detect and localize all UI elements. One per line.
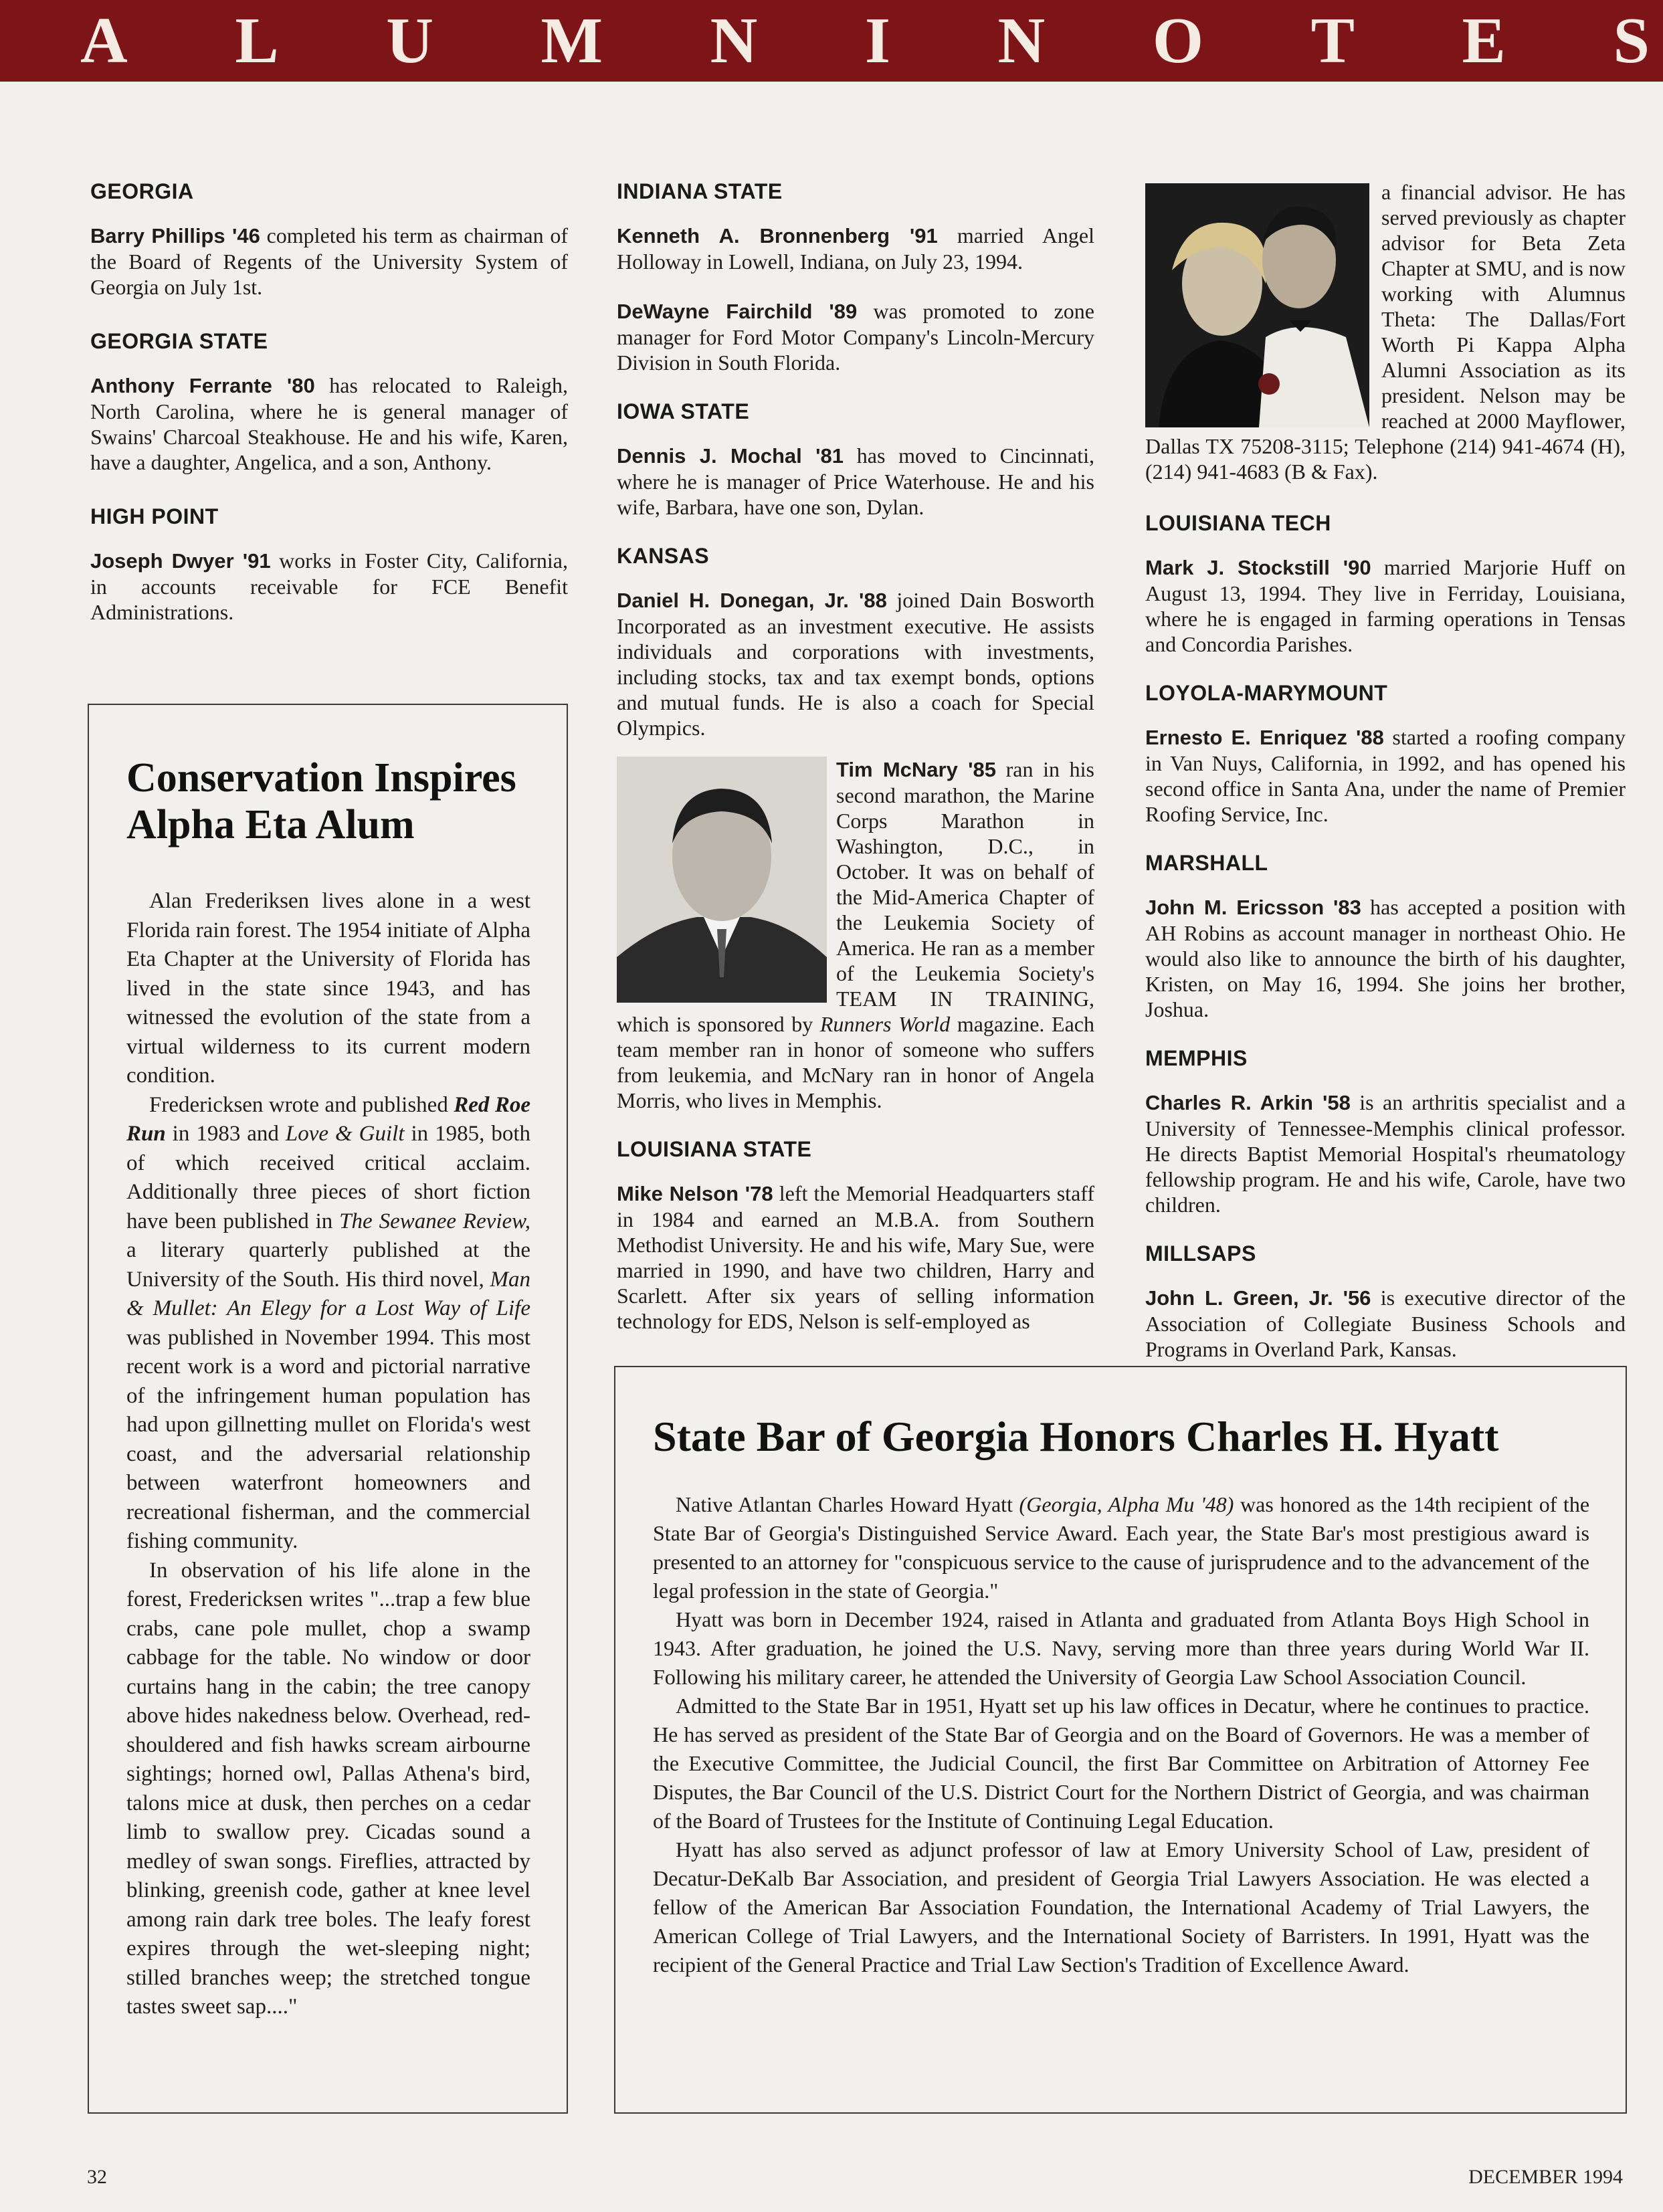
section-heading-louisiana-tech: LOUISIANA TECH — [1145, 511, 1331, 535]
note-joseph-dwyer: Joseph Dwyer '91 works in Foster City, California, in accounts receivable for FCE Benefit Administrations. — [90, 548, 569, 624]
page-number: 32 — [87, 2166, 107, 2188]
note-mike-nelson-continued: a financial advisor. He has served previously as chapter advisor for Beta Zeta Chapter at SMU, and is now working with Alumnus Theta: The Dallas/Fort Worth Pi Kappa Alpha Alumni Association as its president. Nelson may be reached at 2000 Mayflower, Dallas TX 75208-3115; Telephone (214) 941-4674 (H), (214) 941-4683 (B & Fax). — [1145, 180, 1626, 484]
note-daniel-donegan: Daniel H. Donegan, Jr. '88 joined Dain Bosworth Incorporated as an investment executive. He assists individuals and corporations with investments, including stocks, tax and tax exempt bonds, options and mutual funds. He is also a coach for Special Olympics. — [617, 588, 1094, 740]
conservation-paragraph: Fredericksen wrote and published Red Roe Run in 1983 and Love & Guilt in 1985, both of which received critical acclaim. Additionally three pieces of short fiction have been published in The Sewanee Review, a literary quarterly published at the University of the South. His third novel, Man & Mullet: An Elegy for a Lost Way of Life was published in November 1994. This most recent work is a word and pictorial narrative of the infringement human population has had upon gillnetting mullet on Florida's west coast, and the adversarial relationship between waterfront homeowners and recreational fisherman, and the commercial fishing community. — [126, 1092, 530, 1553]
banner-letter: S — [1613, 5, 1650, 77]
banner-letter: I — [864, 5, 891, 77]
issue-date: DECEMBER 1994 — [1468, 2166, 1623, 2188]
section-heading-marshall: MARSHALL — [1145, 851, 1268, 875]
banner-letter: U — [386, 5, 433, 77]
note-barry-phillips: Barry Phillips '46 completed his term as chairman of the Board of Regents of the University System of Georgia on July 1st. — [90, 223, 568, 299]
conservation-article-title: Conservation Inspires Alpha Eta Alum — [126, 755, 516, 847]
note-charles-arkin: Charles R. Arkin '58 is an arthritis specialist and a University of Tennessee-Memphis clinical professor. He directs Baptist Memorial Hospital's rheumatology fellowship program. He and his wife, Carole, have two children. — [1145, 1090, 1626, 1217]
hyatt-paragraph: Native Atlantan Charles Howard Hyatt (Georgia, Alpha Mu '48) was honored as the 14th recipient of the State Bar of Georgia's Distinguished Service Award. Each year, the State Bar's most prestigious award is presented to an attorney for "conspicuous service to the cause of jurisprudence and to the advancement of the legal profession in the state of Georgia." — [653, 1492, 1590, 1603]
hyatt-paragraph: Admitted to the State Bar in 1951, Hyatt set up his law offices in Decatur, where he continues to practice. He has served as president of the State Bar of Georgia and on the Board of Governors. He was a member of the Executive Committee, the Judicial Council, the first Bar Committee on Arbitration of Attorney Fee Disputes, the Bar Council of the U.S. District Court for the Northern District of Georgia, and was chairman of the Board of Trustees for the Institute of Continuing Legal Education. — [653, 1694, 1589, 1833]
banner-title — [80, 0, 1650, 82]
banner-letter: E — [1462, 5, 1506, 77]
section-heading-memphis: MEMPHIS — [1145, 1046, 1248, 1070]
hyatt-article-box — [614, 1366, 1627, 2114]
note-tim-mcnary: Tim McNary '85 ran in his second marathon, the Marine Corps Marathon in Washington, D.C., in October. It was on behalf of the Mid-America Chapter of the Leukemia Society of America. He ran as a member of the Leukemia Society's TEAM IN TRAINING, which is sponsored by Runners World magazine. Each team member ran in honor of someone who suffers from leukemia, and McNary ran in honor of Angela Morris, who lives in Memphis. — [617, 757, 1095, 1112]
column-1 — [90, 179, 568, 649]
banner-letter: M — [541, 5, 603, 77]
section-heading-high-point: HIGH POINT — [90, 504, 219, 528]
alumni-notes-banner — [0, 0, 1663, 82]
note-dewayne-fairchild: DeWayne Fairchild '89 was promoted to zone manager for Ford Motor Company's Lincoln-Mercury Division in South Florida. — [617, 299, 1095, 375]
tim-mcnary-photo — [617, 757, 827, 1003]
section-heading-kansas: KANSAS — [617, 544, 710, 568]
note-dennis-mochal: Dennis J. Mochal '81 has moved to Cincinnati, where he is manager of Price Waterhouse. He and his wife, Barbara, have one son, Dylan. — [617, 443, 1094, 519]
section-heading-georgia-state: GEORGIA STATE — [90, 329, 268, 353]
column-3 — [1145, 179, 1626, 1386]
section-heading-loyola-marymount: LOYOLA-MARYMOUNT — [1145, 681, 1388, 705]
note-mike-nelson: Mike Nelson '78 left the Memorial Headquarters staff in 1984 and earned an M.B.A. from Southern Methodist University. He and his wife, Mary Sue, were married in 1990, and have two children, Harry and Scarlett. After six years of selling information technology for EDS, Nelson is self-employed as — [617, 1181, 1095, 1333]
hyatt-paragraph: Hyatt has also served as adjunct professor of law at Emory University School of Law, president of Decatur-DeKalb Bar Association, and president of Georgia Trial Lawyers Association. He was elected a fellow of the American Bar Association Foundation, the International Academy of Trial Lawyers, the American College of Trial Lawyers, and the International Society of Barristers. In 1991, Hyatt was the recipient of the General Practice and Trial Law Section's Tradition of Excellence Award. — [653, 1837, 1589, 1977]
note-kenneth-bronnenberg: Kenneth A. Bronnenberg '91 married Angel Holloway in Lowell, Indiana, on July 23, 1994. — [617, 223, 1095, 274]
note-john-ericsson: John M. Ericsson '83 has accepted a position with AH Robins as account manager in northeast Ohio. He would also like to announce the birth of his daughter, Kristen, on May 16, 1994. She joins her brother, Joshua. — [1145, 895, 1626, 1021]
note-john-green: John L. Green, Jr. '56 is executive director of the Association of Collegiate Business Schools and Programs in Overland Park, Kansas. — [1145, 1286, 1626, 1361]
banner-letter: N — [710, 5, 758, 77]
couple-photo-icon — [1145, 183, 1369, 427]
note-mark-stockstill: Mark J. Stockstill '90 married Marjorie Huff on August 13, 1994. They live in Ferriday, Louisiana, where he is engaged in farming operations in Tensas and Concordia Parishes. — [1145, 555, 1626, 656]
hyatt-paragraph: Hyatt was born in December 1924, raised in Atlanta and graduated from Atlanta Boys High School in 1943. After graduation, he joined the U.S. Navy, serving more than three years during World War II. Following his military career, he attended the University of Georgia Law School Association Council. — [653, 1607, 1589, 1689]
conservation-paragraph: In observation of his life alone in the forest, Fredericksen writes "...trap a few blue crabs, cane pole mullet, chop a swamp cabbage for the table. No window or door curtains hang in the cabin; the tree canopy above hides nakedness below. Overhead, red-shouldered and fish hawks scream airbourne sightings; horned owl, Pallas Athena's bird, talons mice at dusk, then perches on a cedar limb to swallow prey. Cicadas sound a medley of swan songs. Fireflies, attracted by blinking, greenish code, gather at knee level among rain dark tree boles. The leafy forest expires through the wet-sleeping night; stilled branches weep; the stretched tongue tastes sweet sap...." — [126, 1558, 530, 2019]
banner-letter: O — [1152, 5, 1204, 77]
conservation-article-box — [88, 704, 568, 2114]
section-heading-millsaps: MILLSAPS — [1145, 1241, 1256, 1266]
column-2 — [617, 179, 1094, 1358]
banner-letter: A — [80, 5, 128, 77]
banner-letter: N — [997, 5, 1046, 77]
section-heading-iowa-state: IOWA STATE — [617, 399, 750, 423]
banner-letter: T — [1310, 5, 1355, 77]
hyatt-article-title: State Bar of Georgia Honors Charles H. Hyatt — [653, 1413, 1499, 1460]
note-anthony-ferrante: Anthony Ferrante '80 has relocated to Raleigh, North Carolina, where he is general manager of Swains' Charcoal Steakhouse. He and his wife, Karen, have a daughter, Angelica, and a son, Anthony. — [90, 373, 569, 474]
conservation-paragraph: Alan Frederiksen lives alone in a west Florida rain forest. The 1954 initiate of Alpha Eta Chapter at the University of Florida has lived in the state since 1943, and has witnessed the evolution of the state from a virtual wilderness to its current modern condition. — [126, 889, 530, 1088]
section-heading-indiana-state: INDIANA STATE — [617, 179, 783, 203]
section-heading-louisiana-state: LOUISIANA STATE — [617, 1137, 812, 1161]
portrait-photo-icon — [617, 757, 827, 1003]
section-heading-georgia: GEORGIA — [90, 179, 194, 203]
nelson-couple-photo — [1145, 183, 1369, 427]
note-ernesto-enriquez: Ernesto E. Enriquez '88 started a roofing company in Van Nuys, California, in 1992, and has opened his second office in Santa Ana, under the name of Premier Roofing Service, Inc. — [1145, 725, 1626, 826]
banner-letter: L — [235, 5, 279, 77]
